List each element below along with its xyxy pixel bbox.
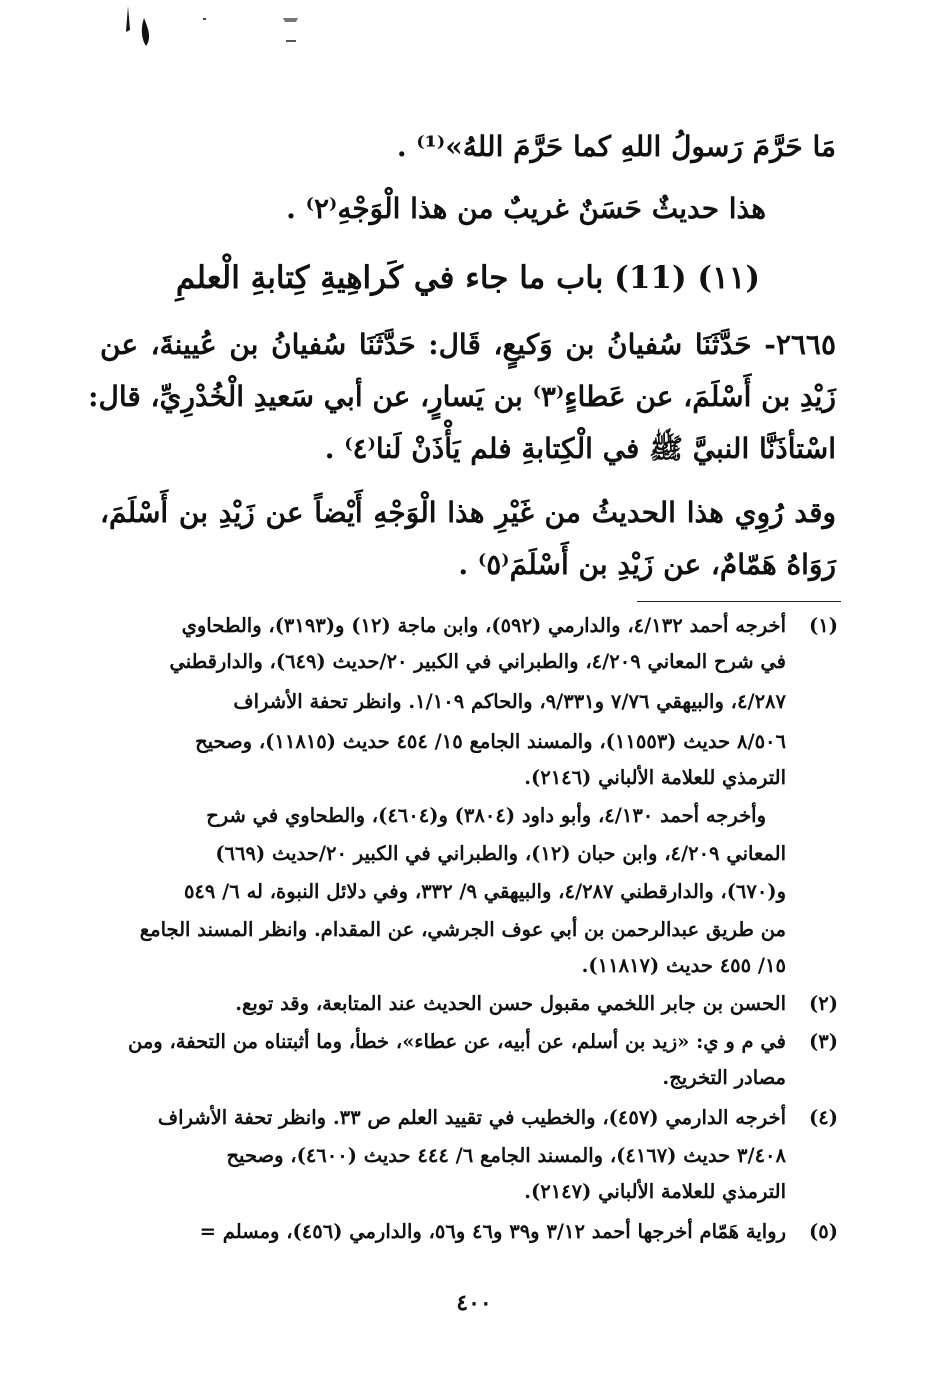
main-line-3: ٢٦٦٥- حَدَّثَنَا سُفيانُ بن وَكيعٍ، قَال: حَدَّثَنَا سُفيانُ بن عُيينةَ، عن — [100, 328, 836, 361]
footnote-4-line-2 — [112, 1144, 838, 1178]
footnote-3-line-2 — [112, 1066, 838, 1100]
footnote-line: أخرجه الدارمي (٤٥٧)، والخطيب في تقييد العلم ص ٣٣. وانظر تحفة الأشراف — [157, 1106, 786, 1129]
footnote-1b-line-3 — [112, 880, 838, 914]
footnote-line: مصادر التخريج. — [662, 1066, 786, 1089]
footnote-1-line-4 — [112, 730, 838, 764]
footnote-line: في شرح المعاني ٤/٢٠٩، والطبراني في الكبير ٢٠/حديث (٦٤٩)، والدارقطني — [169, 650, 786, 673]
footnotes — [112, 0, 838, 1280]
footnote-line: ١٥/ ٤٥٥ حديث (١١٨١٧). — [581, 954, 786, 977]
footnote-line: ٣/٤٠٨ حديث (٤١٦٧)، والمسند الجامع ٦/ ٤٤٤ حديث (٤٦٠٠)، وصحيح — [226, 1144, 786, 1167]
footnote-line: ٨/٥٠٦ حديث (١١٥٥٣)، والمسند الجامع ١٥/ ٤٥٤ حديث (١١٨١٥)، وصحيح — [195, 730, 786, 753]
main-line-6: وقد رُوِي هذا الحديثُ من غَيْرِ هذا الْوَجْهِ أَيْضاً عن زَيْدِ بن أَسْلَمَ، — [100, 496, 836, 529]
footnote-number: (١) — [809, 614, 838, 637]
footnote-line: المعاني ٤/٢٠٩، وابن حبان (١٢)، والطبراني في الكبير ٢٠/حديث (٦٦٩) — [215, 842, 786, 865]
footnote-1 — [112, 614, 838, 648]
main-line-5: اسْتأذَنَّا النبيَّ ﷺ في الْكِتابةِ فلم يَأْذَنْ لَنا⁽٤⁾ . — [324, 432, 836, 465]
footnote-4-line-3 — [112, 1180, 838, 1214]
footnote-line: الحسن بن جابر اللخمي مقبول حسن الحديث عند المتابعة، وقد توبع. — [235, 992, 786, 1015]
footnote-line: وأخرجه أحمد ٤/١٣٠، وأبو داود (٣٨٠٤) و(٤٦٠٤)، والطحاوي في شرح — [206, 804, 766, 827]
chapter-heading: (١١) (11) باب ما جاء في كَراهِيةِ كِتابةِ الْعلمِ — [175, 260, 761, 296]
footnote-number: (٢) — [809, 992, 838, 1015]
footnote-line: رواية هَمّام أخرجها أحمد ٣/١٢ و٣٩ و٤٦ و٥٦، والدارمي (٤٥٦)، ومسلم = — [199, 1220, 786, 1243]
footnote-1-line-3 — [112, 690, 838, 724]
footnote-4 — [112, 1106, 838, 1140]
main-line-2: هذا حديثٌ حَسَنٌ غريبٌ من هذا الْوَجْهِ⁽٢⁾ . — [286, 192, 766, 225]
footnote-1b-line-2 — [112, 842, 838, 876]
page-number: ٤٠٠ — [456, 1290, 492, 1316]
main-line-1: مَا حَرَّمَ رَسولُ اللهِ كما حَرَّمَ اللهُ»⁽¹⁾ . — [396, 130, 836, 163]
footnote-line: أخرجه أحمد ٤/١٣٢، والدارمي (٥٩٢)، وابن ماجة (١٢) و(٣١٩٣)، والطحاوي — [181, 614, 786, 637]
main-line-7: رَوَاهُ هَمّامٌ، عن زَيْدِ بن أَسْلَمَ⁽٥⁾ . — [458, 548, 836, 581]
footnote-number: (٥) — [809, 1220, 838, 1243]
footnote-line: في م و ي: «زيد بن أسلم، عن أبيه، عن عطاء»، خطأ، وما أثبتناه من التحفة، ومن — [127, 1030, 786, 1053]
footnote-number: (٣) — [809, 1030, 838, 1053]
footnote-line: من طريق عبدالرحمن بن أبي عوف الجرشي، عن المقدام. وانظر المسند الجامع — [139, 918, 786, 941]
footnote-1b-line-4 — [112, 918, 838, 952]
footnote-1b-line-1 — [112, 804, 838, 838]
footnote-line: الترمذي للعلامة الألباني (٢١٤٧). — [524, 1180, 786, 1203]
footnote-1-line-2 — [112, 650, 838, 684]
footnote-line: الترمذي للعلامة الألباني (٢١٤٦). — [524, 766, 786, 789]
main-line-4: زَيْدِ بن أَسْلَمَ، عن عَطاءٍ⁽٣⁾ بن يَسارٍ، عن أبي سَعيدِ الْخُدْرِيِّ، قال: — [88, 380, 836, 413]
footnote-line: و(٦٧٠)، والدارقطني ٤/٢٨٧، والبيهقي ٩/ ٣٣٢، وفي دلائل النبوة، له ٦/ ٥٤٩ — [183, 880, 786, 903]
footnote-1b-line-5 — [112, 954, 838, 988]
footnote-1-line-5 — [112, 766, 838, 800]
footnote-number: (٤) — [809, 1106, 838, 1129]
footnote-line: ٤/٢٨٧، والبيهقي ٧/٧٦ و٩/٣٣١، والحاكم ١/١٠٩. وانظر تحفة الأشراف — [233, 690, 786, 713]
footnote-3 — [112, 1030, 838, 1064]
footnote-2 — [112, 992, 838, 1026]
footnote-5 — [112, 1220, 838, 1254]
